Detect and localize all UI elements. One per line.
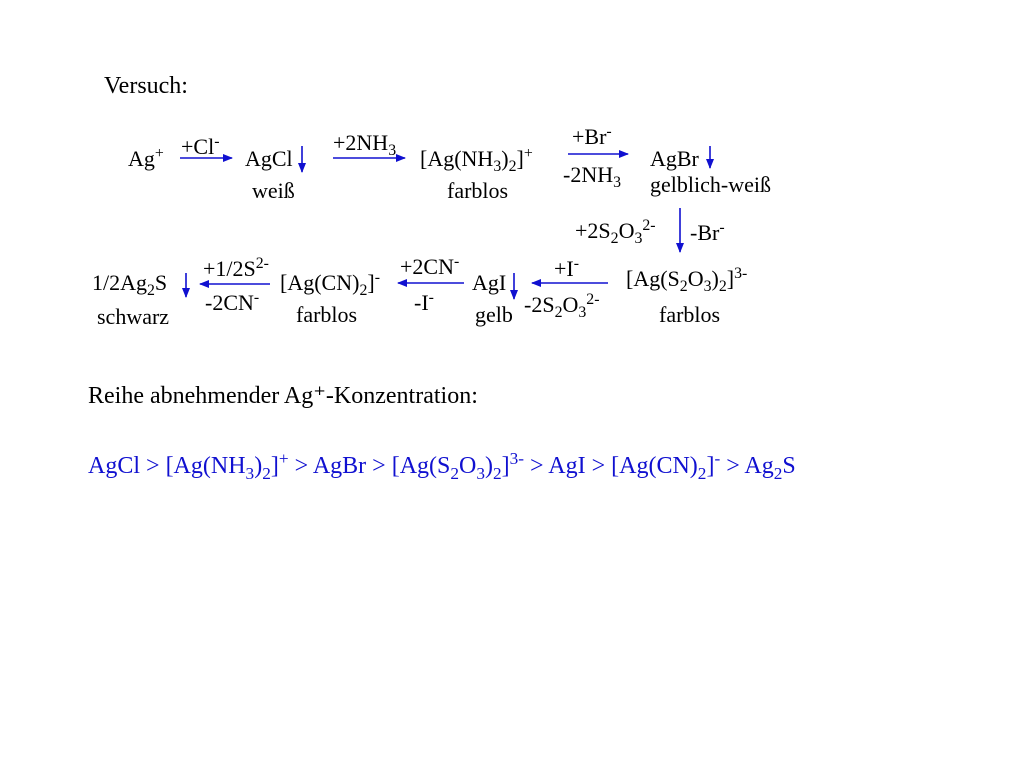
species-ag-nh3-complex: $[Ag(NH_3)_2]^+$ [420,145,533,176]
series-ag-cn: [Ag(CN) [611,453,698,479]
remove-nh3: $-2NH_3$ [563,162,622,192]
ag-cn-color-label: farblos [296,302,358,327]
remove-s2o3: $-2S_2O_3^{2-}$ [524,291,600,322]
reagent-cn: +2CN- [400,253,460,279]
page-title: Versuch: [104,73,188,99]
species-ag2s: $1/2Ag_2S$ [92,270,168,300]
concentration-series: AgCl > $[Ag(NH_3)_2]^+$ > AgBr > $[Ag(S_2O_3)_2]^{3-}$ > AgI > $[Ag(CN)_2]^- > Ag_2S$ [88,449,796,483]
agi-color-label: gelb [475,302,513,327]
ag-ion: Ag+ [128,145,164,171]
species-agcl: AgCl [245,146,293,171]
species-ag-cn-complex: $[Ag(CN)_2]^-$ [280,269,380,300]
species-agbr: AgBr [650,146,699,171]
reagent-s2o3: $+2S_2O_3^{2-}$ [575,217,656,248]
series-agcl: AgCl [88,453,141,479]
reagent-i: +I- [554,255,580,281]
reagent-s2: $+1/2S^{2-}$ [203,255,269,281]
species-ag-s2o3-complex: $[Ag(S_2O_3)_2]^{3-}$ [626,265,748,296]
series-agi: AgI [548,453,586,479]
reagent-nh3: $+2NH_3$ [333,130,397,160]
series-heading: Reihe abnehmender Ag⁺-Konzentration: [88,383,478,409]
agbr-color-label: gelblich-weiß [650,172,771,197]
series-ag-s2o3: [Ag(S [391,453,451,479]
series-agbr: AgBr [312,453,367,479]
reagent-cl: +Cl- [181,133,220,159]
species-agi: AgI [472,270,507,295]
ag2s-color-label: schwarz [97,304,170,329]
remove-i: -I- [414,289,434,315]
ag-s2o3-color-label: farblos [659,302,721,327]
remove-br: -Br- [690,219,725,245]
ag-nh3-color-label: farblos [447,178,509,203]
reagent-br: +Br- [572,123,612,149]
agcl-color-label: weiß [252,178,295,203]
remove-cn: -2CN- [205,289,260,315]
series-ag-nh3: [Ag(NH [165,453,246,479]
series-ag2s: Ag [744,453,774,479]
